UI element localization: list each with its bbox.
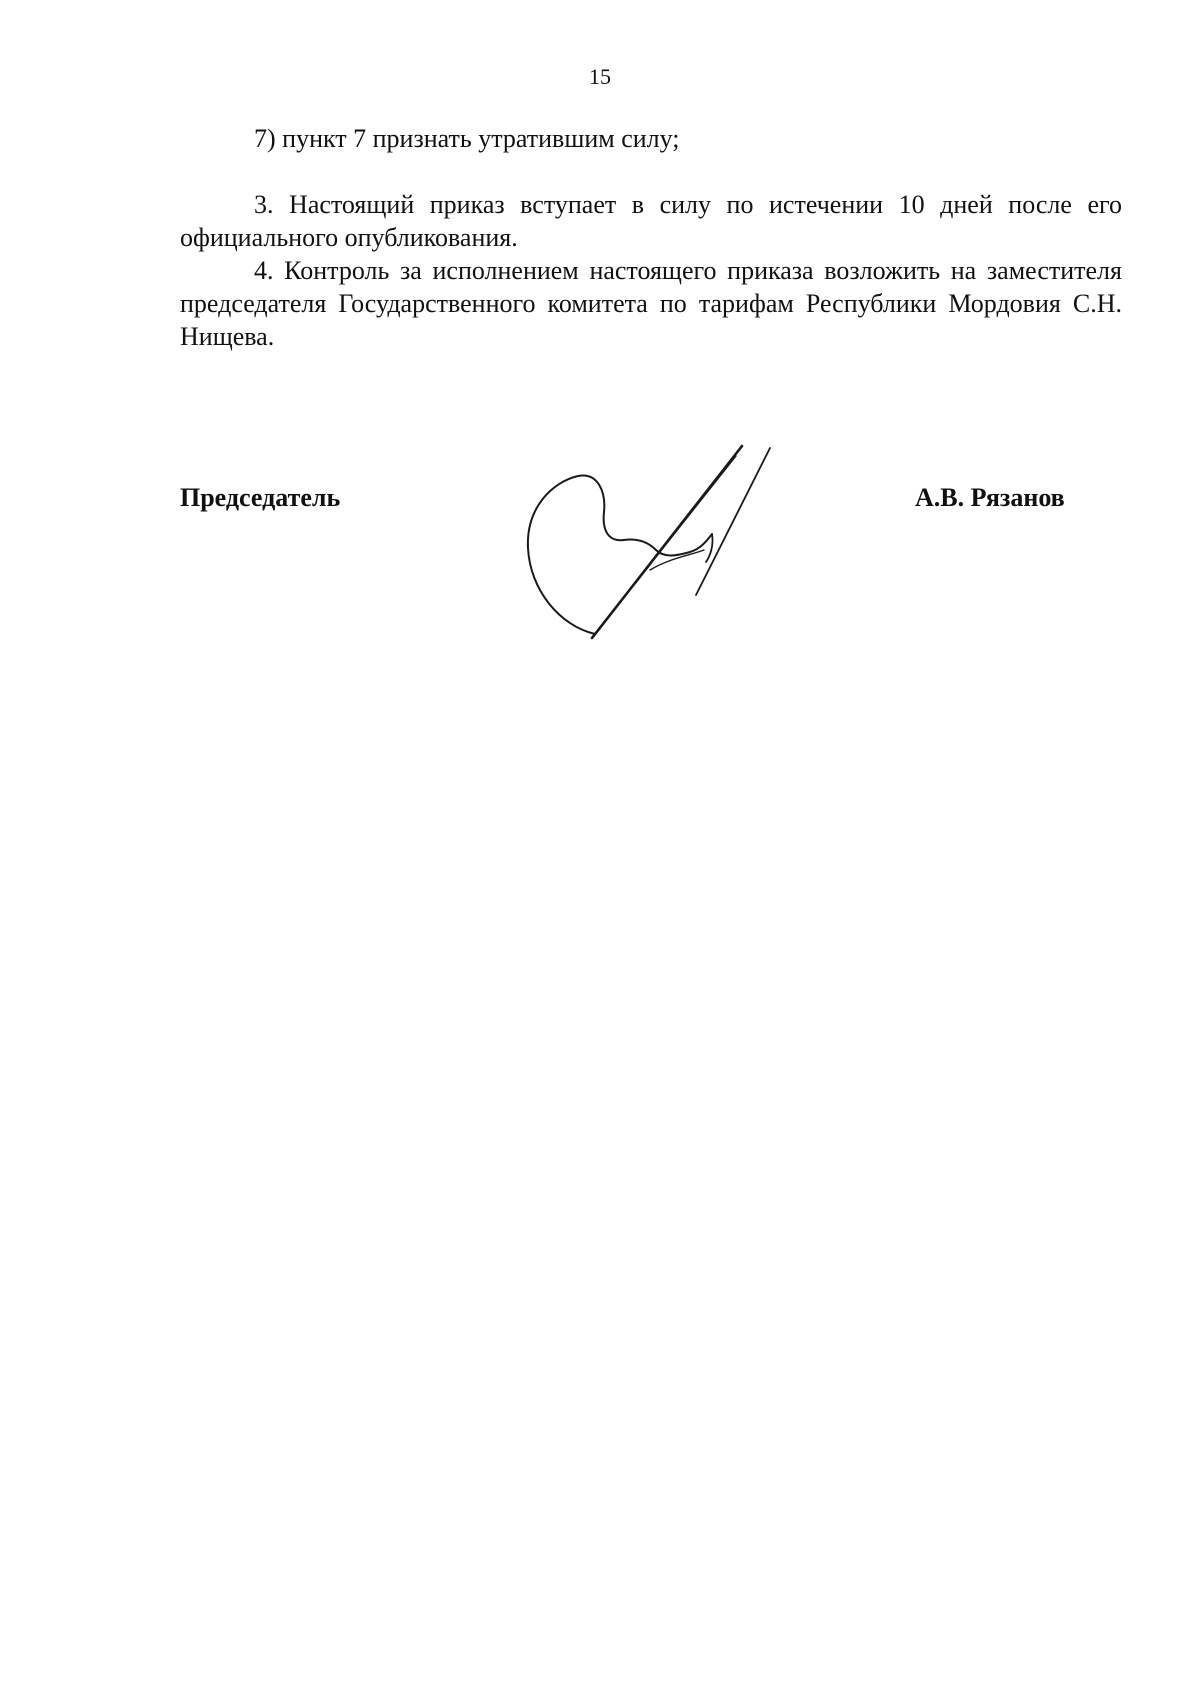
body-block-item7 <box>180 122 1122 155</box>
body-block-paragraph-3 <box>180 188 1122 254</box>
paragraph-3: 3. Настоящий приказ вступает в силу по истечении 10 дней после его официального опубликования. <box>180 190 1122 252</box>
signature-drawing <box>500 430 830 640</box>
signatory-title: Председатель <box>180 483 341 512</box>
body-block-paragraph-4 <box>180 254 1122 353</box>
page-number: 15 <box>589 64 611 89</box>
paragraph-4: 4. Контроль за исполнением настоящего приказа возложить на заместителя председателя Государственного комитета по тарифам Республики Мордовия С.Н. Нищева. <box>180 256 1122 351</box>
clause-item-7: 7) пункт 7 признать утратившим силу; <box>254 124 680 153</box>
handwritten-signature <box>500 430 830 640</box>
signatory-name: А.В. Рязанов <box>915 483 1065 512</box>
